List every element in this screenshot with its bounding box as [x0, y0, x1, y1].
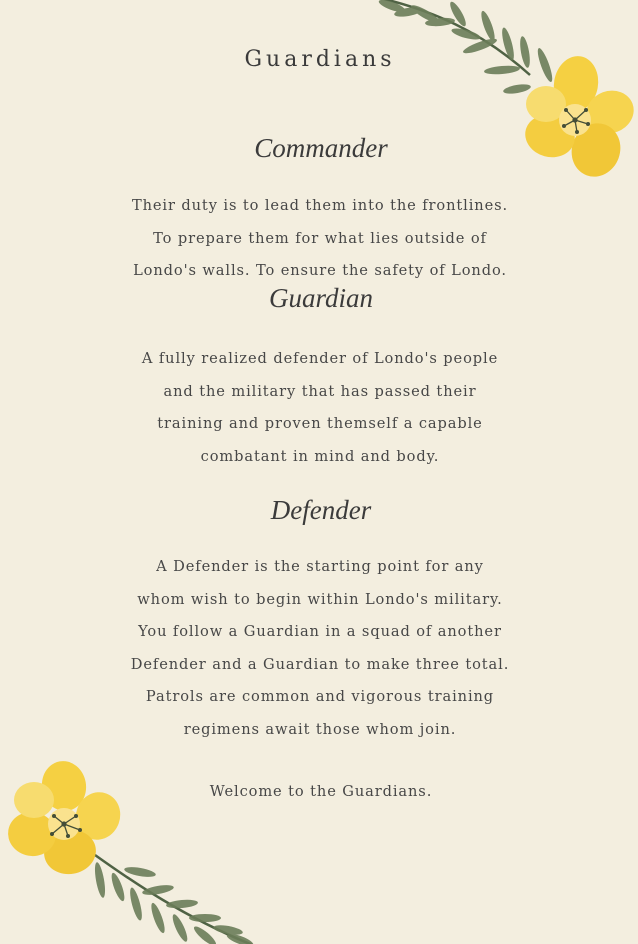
- description-line: To prepare them for what lies outside of: [153, 229, 487, 247]
- bottom-left-flower: [5, 758, 127, 879]
- description-line: A fully realized defender of Londo's people: [141, 350, 499, 367]
- description-line: You follow a Guardian in a squad of another: [138, 623, 502, 641]
- description-line: Defender and a Guardian to make three total.: [130, 655, 510, 673]
- page-title: Guardians: [244, 47, 396, 72]
- defender-heading: Defender: [270, 495, 372, 525]
- description-line: combatant in mind and body.: [200, 447, 440, 465]
- description-line: and the military that has passed their: [163, 382, 477, 400]
- description-line: Patrols are common and vigorous training: [145, 688, 495, 706]
- welcome-message: Welcome to the Guardians.: [209, 783, 433, 800]
- description-line: Londo's walls. To ensure the safety of Londo.: [133, 262, 507, 280]
- description-line: training and proven themself a capable: [157, 415, 483, 433]
- commander-description: [110, 190, 530, 288]
- top-right-flower-branch-icon: [370, 0, 638, 200]
- defender-description: [110, 551, 530, 747]
- bottom-left-flower-branch-icon: [0, 750, 280, 944]
- description-line: A Defender is the starting point for any: [156, 558, 484, 575]
- guardian-heading: Guardian: [268, 283, 373, 313]
- description-line: regimens await those whom join.: [183, 720, 457, 738]
- description-line: whom wish to begin within Londo's military.: [137, 590, 503, 608]
- description-line: Their duty is to lead them into the frontlines.: [131, 197, 509, 214]
- commander-heading: Commander: [254, 133, 388, 163]
- guardian-description: [110, 343, 530, 473]
